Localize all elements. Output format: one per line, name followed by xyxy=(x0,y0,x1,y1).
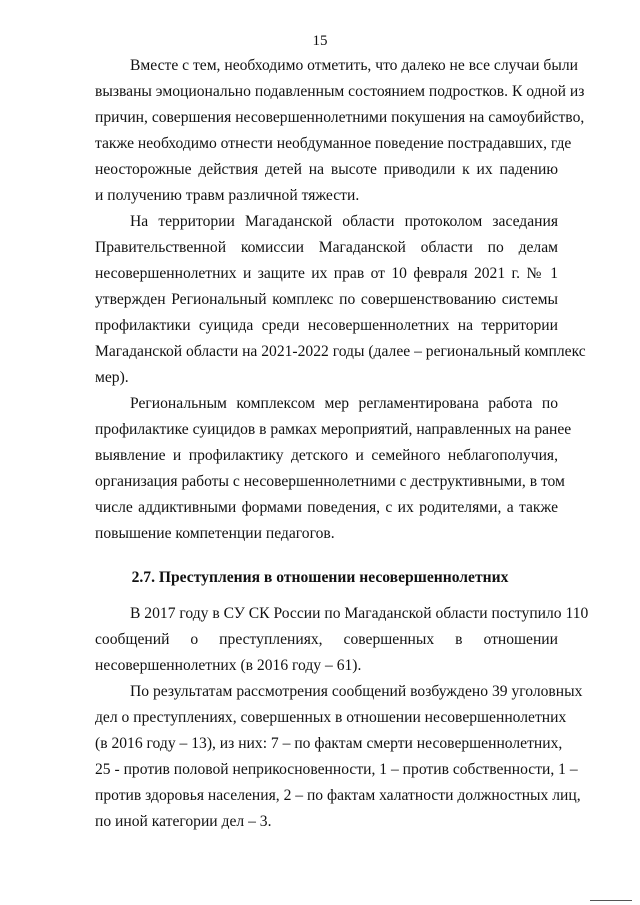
text-line: профилактики суицида среди несовершеннолетних на территории xyxy=(95,317,558,334)
text-line: организация работы с несовершеннолетними с деструктивными, в том xyxy=(95,473,565,490)
text-line: Вместе с тем, необходимо отметить, что далеко не все случаи были xyxy=(130,57,578,74)
text-line: По результатам рассмотрения сообщений возбуждено 39 уголовных xyxy=(130,683,583,700)
text-line: Правительственной комиссии Магаданской области по делам xyxy=(95,239,558,256)
text-line: дел о преступлениях, совершенных в отношении несовершеннолетних xyxy=(95,709,567,726)
text-line: утвержден Региональный комплекс по совершенствованию системы xyxy=(95,291,558,308)
text-line: (в 2016 году – 13), из них: 7 – по фактам смерти несовершеннолетних, xyxy=(95,735,563,752)
text-line: 25 - против половой неприкосновенности, 1 – против собственности, 1 – xyxy=(95,761,578,778)
text-line: Региональным комплексом мер регламентирована работа по xyxy=(130,395,558,412)
text-line: сообщений о преступлениях, совершенных в отношении xyxy=(95,631,558,648)
scan-corner-mark xyxy=(590,900,632,901)
text-line: также необходимо отнести необдуманное поведение пострадавших, где xyxy=(95,135,572,152)
text-line: против здоровья населения, 2 – по фактам халатности должностных лиц, xyxy=(95,787,581,804)
text-line: несовершеннолетних и защите их прав от 10 февраля 2021 г. № 1 xyxy=(95,265,558,282)
text-line: числе аддиктивными формами поведения, с их родителями, а также xyxy=(95,499,558,516)
text-line: профилактике суицидов в рамках мероприятий, направленных на ранее xyxy=(95,421,572,438)
text-line: несовершеннолетних (в 2016 году – 61). xyxy=(95,657,362,674)
text-line: мер). xyxy=(95,369,129,386)
text-line: повышение компетенции педагогов. xyxy=(95,525,335,542)
text-line: На территории Магаданской области протоколом заседания xyxy=(130,213,558,230)
text-line: вызваны эмоционально подавленным состоянием подростков. К одной из xyxy=(95,83,585,100)
text-line: Магаданской области на 2021-2022 годы (далее – региональный комплекс xyxy=(95,343,586,360)
text-line: причин, совершения несовершеннолетними покушения на самоубийство, xyxy=(95,109,585,126)
text-line: по иной категории дел – 3. xyxy=(95,813,272,830)
page-number: 15 xyxy=(312,33,328,49)
text-line: неосторожные действия детей на высоте приводили к их падению xyxy=(95,161,558,178)
text-line: В 2017 году в СУ СК России по Магаданской области поступило 110 xyxy=(130,605,589,622)
text-line: и получению травм различной тяжести. xyxy=(95,187,360,204)
text-line: выявление и профилактику детского и семейного неблагополучия, xyxy=(95,447,558,464)
section-heading: 2.7. Преступления в отношении несовершеннолетних xyxy=(131,569,509,586)
